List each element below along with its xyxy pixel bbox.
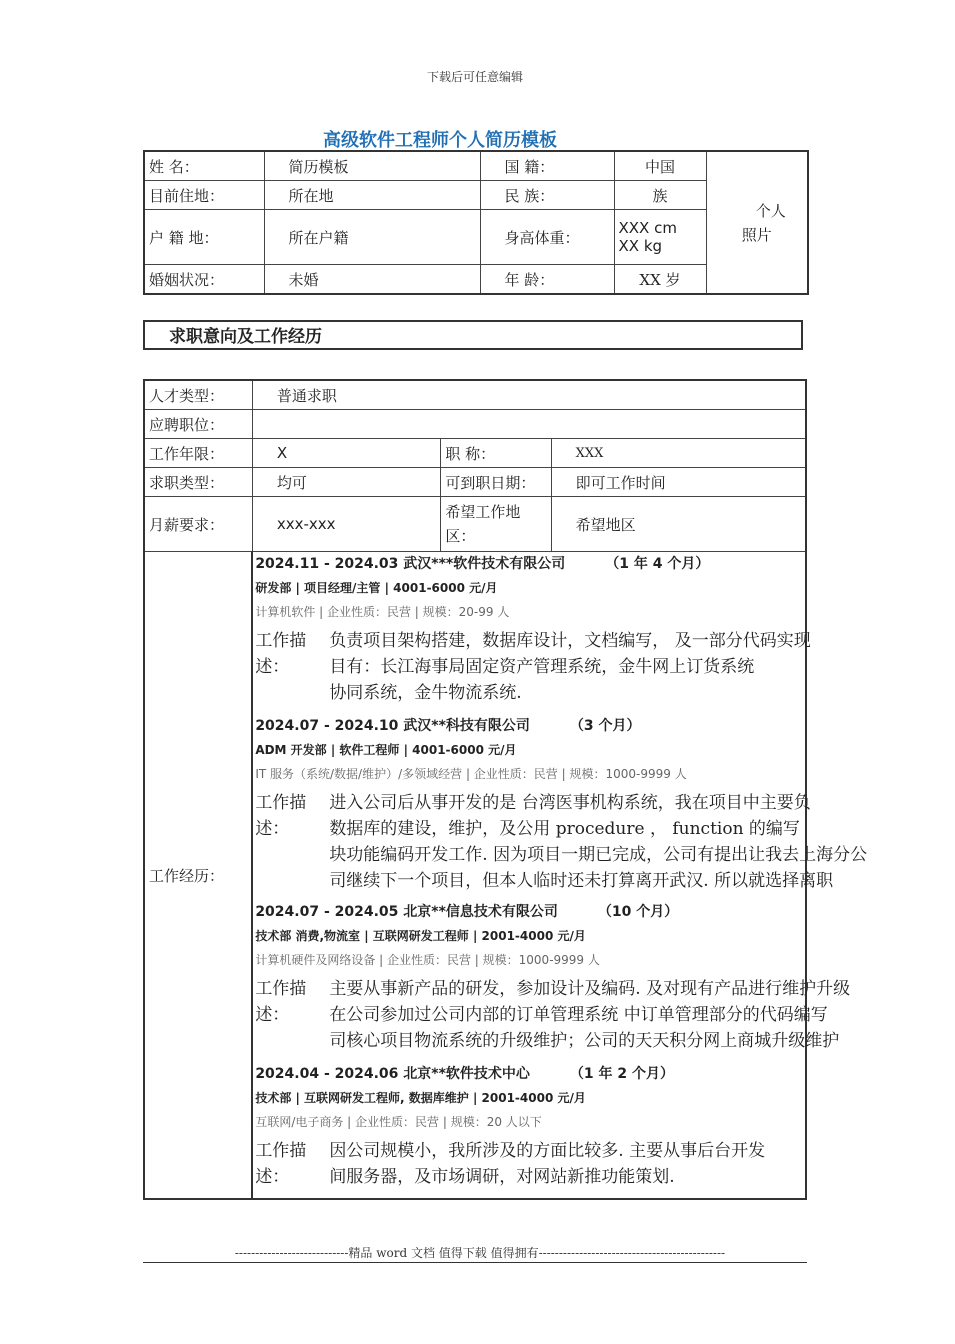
job-desc-line: 主要从事新产品的研发，参加设计及编码. 及对现有产品进行维护升级 bbox=[329, 979, 851, 999]
marital-label: 婚姻状况： bbox=[144, 265, 264, 295]
job-description bbox=[255, 628, 955, 706]
footer-divider bbox=[143, 1262, 807, 1263]
footer-note: ----------------------------精品 word 文档 值得下载 值得拥有---------------------------------------------- bbox=[234, 1246, 726, 1260]
job-role: 技术部 | 互联网研发工程师, 数据库维护 | 2001-4000 元/月 bbox=[255, 1091, 586, 1105]
photo-placeholder bbox=[706, 151, 808, 294]
header-note: 下载后可任意编辑 bbox=[426, 70, 523, 84]
nationality-label: 国 籍： bbox=[480, 151, 614, 181]
job-desc-line: 负责项目架构搭建，数据库设计，文档编写， 及一部分代码实现 bbox=[329, 631, 811, 651]
location-label: 希望工作地区： bbox=[441, 497, 551, 552]
experience-cell bbox=[252, 552, 868, 1200]
job-duration: （10 个月） bbox=[597, 904, 679, 920]
job-desc-line: 块功能编码开发工作. 因为项目一期已完成，公司有提出让我去上海分公 bbox=[329, 845, 868, 865]
position-value bbox=[252, 410, 806, 439]
salary-value: xxx-xxx bbox=[252, 497, 441, 552]
talent-type-label: 人才类型： bbox=[144, 380, 252, 410]
photo-label-line1: 个人 bbox=[755, 201, 786, 220]
job-entry bbox=[255, 1062, 955, 1190]
job-meta: IT 服务（系统/数据/维护）/多领域经营 | 企业性质：民营 | 规模：1000-9999 人 bbox=[255, 767, 687, 781]
job-description bbox=[255, 976, 955, 1054]
job-role: ADM 开发部 | 软件工程师 | 4001-6000 元/月 bbox=[255, 743, 517, 757]
hukou-label: 户 籍 地： bbox=[144, 210, 264, 265]
position-label: 应聘职位： bbox=[144, 410, 252, 439]
job-role: 研发部 | 项目经理/主管 | 4001-6000 元/月 bbox=[255, 581, 498, 595]
job-type-label: 求职类型： bbox=[144, 468, 252, 497]
job-meta: 计算机硬件及网络设备 | 企业性质：民营 | 规模：1000-9999 人 bbox=[255, 953, 600, 967]
job-duration: （1 年 4 个月） bbox=[605, 556, 710, 572]
section-title: 求职意向及工作经历 bbox=[143, 320, 803, 350]
job-desc-label: 工作描 述： bbox=[255, 979, 307, 1025]
job-intent-table bbox=[143, 379, 868, 1200]
name-label: 姓 名： bbox=[144, 151, 264, 181]
job-desc-line: 协同系统，金牛物流系统. bbox=[329, 683, 522, 703]
job-period-company: 2024.11 - 2024.03 武汉***软件技术有限公司 bbox=[255, 556, 566, 572]
resume-title: 高级软件工程师个人简历模板 bbox=[323, 130, 557, 151]
job-desc-label: 工作描 述： bbox=[255, 631, 307, 677]
job-desc-label: 工作描 述： bbox=[255, 793, 307, 839]
years-label: 工作年限： bbox=[144, 439, 252, 468]
weight-value: XX kg bbox=[618, 237, 663, 255]
title-value: XXX bbox=[551, 439, 806, 468]
age-value: XX 岁 bbox=[614, 265, 706, 295]
nationality-value: 中国 bbox=[614, 151, 706, 181]
job-period-company: 2024.07 - 2024.10 武汉**科技有限公司 bbox=[255, 718, 530, 734]
job-entry bbox=[255, 714, 955, 894]
age-label: 年 龄： bbox=[480, 265, 614, 295]
job-desc-line: 间服务器，及市场调研，对网站新推功能策划. bbox=[329, 1167, 675, 1187]
job-desc-line: 进入公司后从事开发的是 台湾医事机构系统，我在项目中主要负 bbox=[329, 793, 811, 813]
years-value: X bbox=[252, 439, 441, 468]
job-period-company: 2024.04 - 2024.06 北京**软件技术中心 bbox=[255, 1066, 530, 1082]
job-desc-line: 因公司规模小，我所涉及的方面比较多. 主要从事后台开发 bbox=[329, 1141, 766, 1161]
job-desc-line: 数据库的建设，维护，及公用 procedure ， function 的编写 bbox=[329, 819, 800, 839]
talent-type-value: 普通求职 bbox=[252, 380, 806, 410]
marital-value: 未婚 bbox=[264, 265, 480, 295]
available-label: 可到职日期： bbox=[441, 468, 551, 497]
job-desc-line: 目有：长江海事局固定资产管理系统，金牛网上订货系统 bbox=[329, 657, 755, 677]
job-duration: （3 个月） bbox=[569, 718, 641, 734]
residence-value: 所在地 bbox=[264, 181, 480, 210]
job-type-value: 均可 bbox=[252, 468, 441, 497]
job-period-company: 2024.07 - 2024.05 北京**信息技术有限公司 bbox=[255, 904, 558, 920]
job-duration: （1 年 2 个月） bbox=[569, 1066, 675, 1082]
job-desc-line: 在公司参加过公司内部的订单管理系统 中订单管理部分的代码编写 bbox=[329, 1005, 828, 1025]
job-meta: 计算机软件 | 企业性质：民营 | 规模：20-99 人 bbox=[255, 605, 510, 619]
job-role: 技术部 消费,物流室 | 互联网研发工程师 | 2001-4000 元/月 bbox=[255, 929, 586, 943]
salary-label: 月薪要求： bbox=[144, 497, 252, 552]
title-label: 职 称： bbox=[441, 439, 551, 468]
experience-label: 工作经历： bbox=[144, 552, 252, 1200]
job-desc-label: 工作描 述： bbox=[255, 1141, 307, 1187]
job-description bbox=[255, 790, 955, 894]
height-value: XXX cm bbox=[618, 219, 677, 237]
job-description bbox=[255, 1138, 955, 1190]
job-entry bbox=[255, 900, 955, 1054]
available-value: 即可工作时间 bbox=[551, 468, 806, 497]
height-weight-label: 身高体重： bbox=[480, 210, 614, 265]
height-weight-value bbox=[614, 210, 706, 265]
basic-info-table bbox=[143, 150, 809, 295]
ethnicity-label: 民 族： bbox=[480, 181, 614, 210]
name-value: 简历模板 bbox=[264, 151, 480, 181]
job-entry bbox=[255, 552, 955, 706]
photo-label-line2: 照片 bbox=[741, 225, 772, 244]
residence-label: 目前住地： bbox=[144, 181, 264, 210]
job-desc-line: 司核心项目物流系统的升级维护；公司的天天积分网上商城升级维护 bbox=[329, 1031, 840, 1051]
location-value: 希望地区 bbox=[551, 497, 806, 552]
job-meta: 互联网/电子商务 | 企业性质：民营 | 规模：20 人以下 bbox=[255, 1115, 542, 1129]
ethnicity-value: 族 bbox=[614, 181, 706, 210]
job-desc-line: 司继续下一个项目，但本人临时还未打算离开武汉. 所以就选择离职 bbox=[329, 871, 834, 891]
hukou-value: 所在户籍 bbox=[264, 210, 480, 265]
